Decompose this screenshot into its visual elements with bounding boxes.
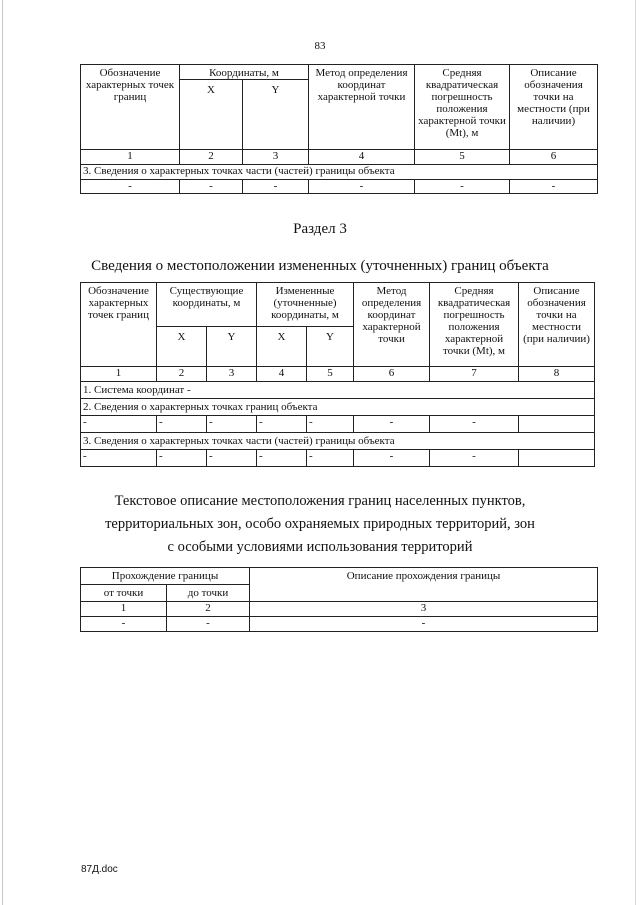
t2-num: 2	[157, 367, 207, 382]
t1-num: 2	[180, 150, 243, 165]
t1-num: 4	[309, 150, 415, 165]
t3-header-passage: Прохождение границы	[81, 568, 250, 585]
t2-cell: -	[157, 450, 207, 467]
footer-filename: 87Д.doc	[81, 864, 118, 875]
t2-cell: -	[307, 450, 354, 467]
scan-edge-left	[2, 0, 3, 905]
t1-num: 1	[81, 150, 180, 165]
t2-header-changed: Измененные (уточненные) координаты, м	[257, 283, 354, 327]
t2-cell: -	[157, 416, 207, 433]
t2-header-x1: X	[157, 327, 207, 367]
t2-header-y2: Y	[307, 327, 354, 367]
scan-edge-right	[635, 0, 636, 905]
t2-num: 8	[519, 367, 595, 382]
t2-num: 6	[354, 367, 430, 382]
section-title: Раздел 3	[293, 221, 347, 237]
t2-num: 7	[430, 367, 519, 382]
t1-header-x: X	[180, 80, 243, 150]
t3-num: 1	[81, 602, 167, 617]
t2-cell: -	[81, 450, 157, 467]
t2-header-y1: Y	[207, 327, 257, 367]
t3-num: 2	[167, 602, 250, 617]
t1-num: 3	[243, 150, 309, 165]
section-subtitle: Сведения о местоположении измененных (уточненных) границ объекта	[91, 258, 549, 274]
t3-header-from: от точки	[81, 585, 167, 602]
t2-part-row: 3. Сведения о характерных точках части (частей) границы объекта	[81, 433, 595, 450]
t2-header-x2: X	[257, 327, 307, 367]
t2-cell: -	[430, 416, 519, 433]
t2-cell: -	[207, 450, 257, 467]
t2-header-existing: Существующие координаты, м	[157, 283, 257, 327]
t2-cell	[519, 416, 595, 433]
heading-line-1: Текстовое описание местоположения границ населенных пунктов,	[114, 493, 526, 509]
t2-cell: -	[207, 416, 257, 433]
t3-num: 3	[250, 602, 598, 617]
t2-num: 1	[81, 367, 157, 382]
table-changed-boundaries	[80, 282, 595, 467]
t2-cell: -	[307, 416, 354, 433]
t1-header-y: Y	[243, 80, 309, 150]
t2-cell: -	[257, 416, 307, 433]
t1-num: 6	[510, 150, 598, 165]
t2-cell: -	[81, 416, 157, 433]
t3-cell: -	[81, 617, 167, 632]
table-points-part	[80, 64, 598, 194]
t2-num: 3	[207, 367, 257, 382]
t2-header-method: Метод определения координат характерной точки	[354, 283, 430, 367]
t2-cell: -	[430, 450, 519, 467]
t1-header-coords: Координаты, м	[180, 65, 309, 80]
heading-line-2: территориальных зон, особо охраняемых природных территорий, зон	[105, 516, 535, 532]
t2-cell: -	[257, 450, 307, 467]
t3-cell: -	[250, 617, 598, 632]
t2-cell	[519, 450, 595, 467]
t2-cell: -	[354, 450, 430, 467]
text-description-heading	[60, 490, 580, 559]
t2-cell: -	[354, 416, 430, 433]
t2-points-row: 2. Сведения о характерных точках границ объекта	[81, 399, 595, 416]
t1-header-desc: Описание обозначения точки на местности (при наличии)	[510, 65, 598, 150]
t1-header-method: Метод определения координат характерной точки	[309, 65, 415, 150]
t1-cell: -	[510, 180, 598, 194]
t3-cell: -	[167, 617, 250, 632]
t2-num: 4	[257, 367, 307, 382]
t2-header-error: Средняя квадратическая погрешность положения характерной точки (Mt), м	[430, 283, 519, 367]
t1-cell: -	[243, 180, 309, 194]
t3-header-to: до точки	[167, 585, 250, 602]
t1-cell: -	[415, 180, 510, 194]
page-number: 83	[314, 40, 326, 52]
t2-header-designation: Обозначение характерных точек границ	[81, 283, 157, 367]
t2-system-row: 1. Система координат -	[81, 382, 595, 399]
table-boundary-passage	[80, 567, 598, 632]
t1-section3-row: 3. Сведения о характерных точках части (частей) границы объекта	[81, 165, 598, 180]
t2-num: 5	[307, 367, 354, 382]
t1-header-designation: Обозначение характерных точек границ	[81, 65, 180, 150]
heading-line-3: с особыми условиями использования территорий	[167, 539, 473, 555]
t3-header-desc: Описание прохождения границы	[250, 568, 598, 602]
t1-num: 5	[415, 150, 510, 165]
t1-cell: -	[309, 180, 415, 194]
t1-cell: -	[180, 180, 243, 194]
t2-header-desc: Описание обозначения точки на местности (при наличии)	[519, 283, 595, 367]
t1-cell: -	[81, 180, 180, 194]
t1-header-error: Средняя квадратическая погрешность положения характерной точки (Mt), м	[415, 65, 510, 150]
